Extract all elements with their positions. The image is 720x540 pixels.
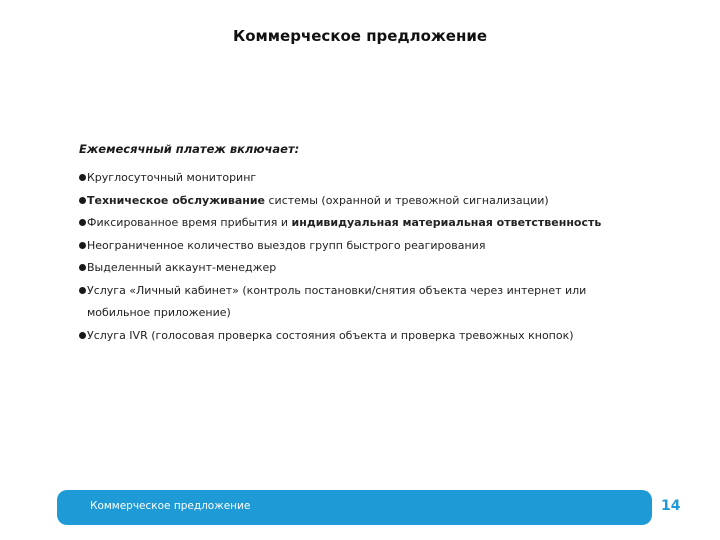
bullet-item [79,280,639,325]
bullet-text: Фиксированное время прибытия и [87,216,292,229]
bullet-text: Услуга IVR (голосовая проверка состояния объекта и проверка тревожных кнопок) [87,328,574,342]
bullet-list [79,167,639,347]
bullet-text: Круглосуточный мониторинг [87,171,257,184]
bullet-item [79,167,639,190]
bullet-item [79,235,639,258]
slide-title: Коммерческое предложение [232,27,488,45]
bullet-text: системы (охранной и тревожной сигнализации) [265,193,549,207]
bullet-icon [79,332,86,339]
slide-content [79,141,639,347]
bullet-item [79,257,639,280]
bullet-text: Неограниченное количество выездов групп быстрого реагирования [87,238,486,252]
bullet-icon [79,219,86,226]
bullet-icon [79,174,86,181]
bullet-item [79,212,639,235]
bullet-text: Выделенный аккаунт-менеджер [87,261,277,274]
bullet-item [79,325,639,348]
page-number: 14 [661,498,681,514]
bullet-icon [79,287,86,294]
footer-text: Коммерческое предложение [90,500,251,512]
bullet-icon [79,242,86,249]
bullet-text: Услуга «Личный кабинет» (контроль постановки/снятия объекта через интернет или мобильное приложение) [87,283,587,319]
intro-text: Ежемесячный платеж включает: [79,142,300,156]
bullet-text-bold: Техническое обслуживание [87,193,266,207]
bullet-icon [79,197,86,204]
bullet-text-bold: индивидуальная материальная ответственность [291,216,602,229]
bullet-item [79,190,639,213]
bullet-icon [79,264,86,271]
